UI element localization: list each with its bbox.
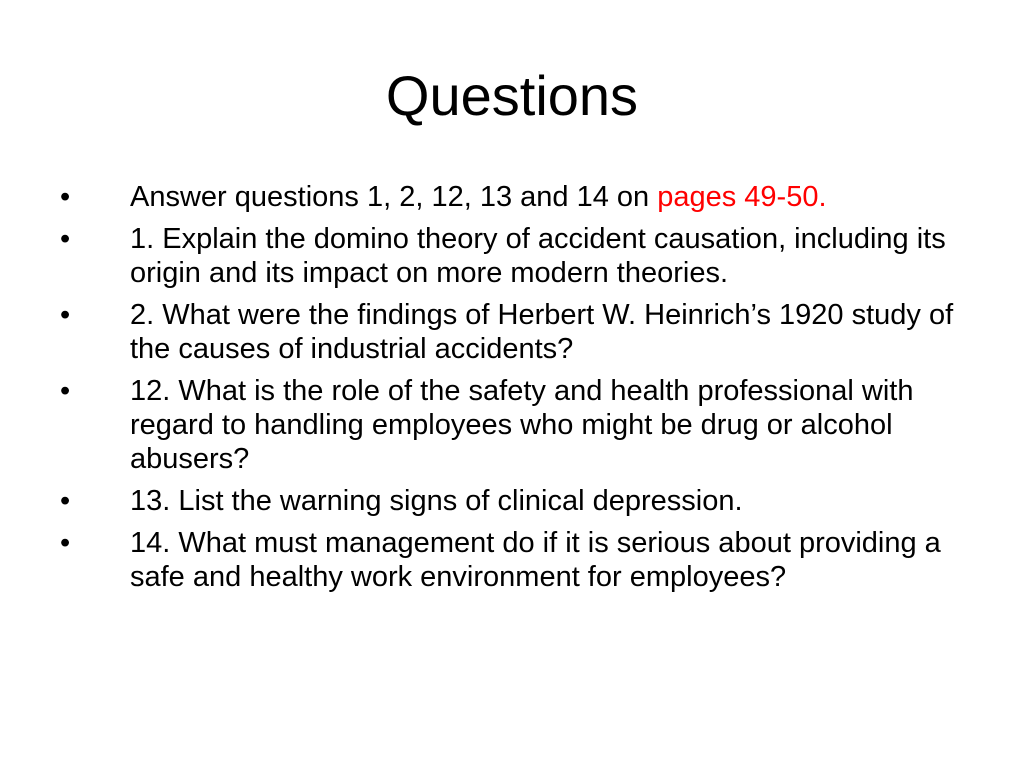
list-item xyxy=(60,484,960,518)
list-item xyxy=(60,374,960,476)
instruction-text: Answer questions 1, 2, 12, 13 and 14 on xyxy=(130,181,658,213)
question-12-text: 12. What is the role of the safety and health professional with regard to handling employees who might be drug or alcohol abusers? xyxy=(130,375,914,475)
list-item xyxy=(60,298,960,366)
slide-title: Questions xyxy=(385,64,639,127)
list-item xyxy=(60,180,960,214)
bullet-icon: • xyxy=(60,375,71,407)
bullet-icon: • xyxy=(60,485,71,517)
question-list xyxy=(60,180,960,602)
bullet-icon: • xyxy=(60,223,71,255)
bullet-icon: • xyxy=(60,527,71,559)
question-2-text: 2. What were the findings of Herbert W. Heinrich’s 1920 study of the causes of industrial accidents? xyxy=(130,299,954,365)
list-item xyxy=(60,222,960,290)
bullet-icon: • xyxy=(60,299,71,331)
list-item xyxy=(60,526,960,594)
question-1-text: 1. Explain the domino theory of accident causation, including its origin and its impact on more modern theories. xyxy=(130,223,946,289)
bullet-icon: • xyxy=(60,181,71,213)
question-13-text: 13. List the warning signs of clinical depression. xyxy=(130,485,743,517)
page-reference: pages 49-50. xyxy=(657,181,827,213)
question-14-text: 14. What must management do if it is serious about providing a safe and healthy work environment for employees? xyxy=(130,527,941,593)
